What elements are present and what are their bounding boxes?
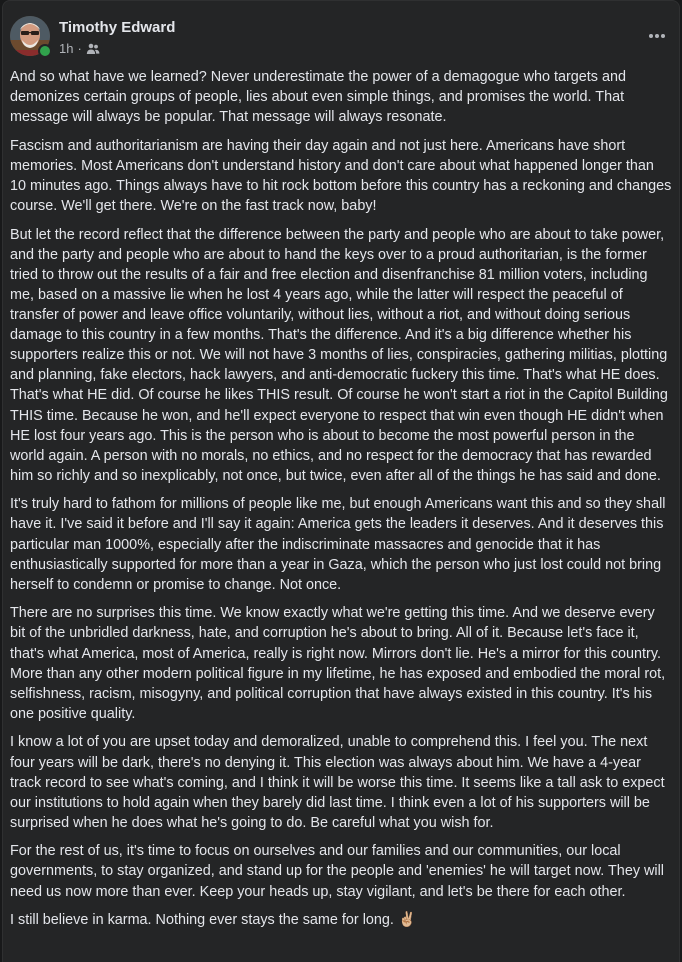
post-paragraph: It's truly hard to fathom for millions of people like me, but enough Americans want this and so they shall have it. I've said it before and I'll say it again: America gets the leaders it deserves. And it deserves this particular man 1000%, especially after the indiscriminate massacres and genocide that it has enthusiastically supported for more than a year in Gaza, which the person who just lost could not bring herself to condemn or promise to change. Not once. bbox=[10, 496, 666, 593]
post-header bbox=[3, 1, 679, 67]
post-paragraph: And so what have we learned? Never underestimate the power of a demagogue who targets and demonizes certain groups of people, lies about even simple things, and promises the world. That message will always be popular. That message will always resonate. bbox=[10, 69, 626, 126]
post-paragraph: Fascism and authoritarianism are having their day again and not just here. Americans have short memories. Most Americans don't understand history and don't care about what happened longer than 10 minutes ago. Things always have to hit rock bottom before this country has a reckoning and changes course. We'll get there. We're on the fast track now, baby! bbox=[10, 137, 672, 215]
more-options-button[interactable] bbox=[641, 21, 673, 51]
friends-icon[interactable] bbox=[86, 43, 100, 55]
post-meta bbox=[59, 41, 100, 56]
post-paragraph-last bbox=[10, 910, 672, 930]
author-name[interactable]: Timothy Edward bbox=[59, 19, 176, 36]
victory-hand-emoji: ✌🏼 bbox=[397, 912, 416, 929]
post-paragraph: But let the record reflect that the difference between the party and people who are about to take power, and the party and people who are about to hand the keys over to a proud authoritarian, is the former tried to throw out the results of a fair and free election and disenfranchise 81 million voters, including me, based on a massive lie when he lost 4 years ago, while the latter will respect the peaceful of transfer of power and leave office voluntarily, without lies, without a riot, and without doing serious damage to this country in a few months. That's the difference. And it's a big difference whether his supporters realize this or not. We will not have 3 months of lies, conspiracies, gathering militias, plotting and planning, fake electors, hack lawyers, and anti-democratic fuckery this time. That's what HE does. That's what HE did. Of course he likes THIS result. Of course he won't start a riot in the Capitol Building THIS time. Because he won, and he'll expect everyone to respect that win even though HE didn't when HE lost four years ago. This is the person who is about to become the most powerful person in the world again. A person with no morals, no ethics, and no respect for the democracy that has rewarded him so richly and so inexplicably, not once, but twice, even after all of the things he has said and done. bbox=[10, 226, 668, 484]
more-horizontal-icon bbox=[648, 33, 666, 39]
post-paragraph-text: I still believe in karma. Nothing ever stays the same for long. bbox=[10, 912, 394, 929]
meta-separator: · bbox=[77, 41, 82, 56]
post-paragraph: I know a lot of you are upset today and demoralized, unable to comprehend this. I feel you. The next four years will be dark, there's no denying it. This election was always about him. We have a 4-year track record to see what's coming, and I think it will be worse this time. It seems like a tall ask to expect our institutions to hold again when they barely did last time. I think even a lot of his supporters will be surprised when he does what he's going to do. Be careful what you wish for. bbox=[10, 734, 665, 831]
post-paragraph: There are no surprises this time. We know exactly what we're getting this time. And we deserve every bit of the unbridled darkness, hate, and corruption he's about to bring. All of it. Because let's face it, that's what America, most of America, really is right now. Mirrors don't lie. He's a mirror for this country. More than any other modern political figure in my lifetime, he has exposed and embodied the moral rot, selfishness, racism, misogyny, and political corruption that have always existed in this country. It's his one positive quality. bbox=[10, 605, 666, 722]
post-paragraph: For the rest of us, it's time to focus on ourselves and our families and our communities, our local governments, to stay organized, and stand up for the people and 'enemies' he will target now. They will need us now more than ever. Keep your heads up, stay vigilant, and let's be there for each other. bbox=[10, 843, 664, 900]
post-card bbox=[2, 0, 680, 962]
post-timestamp[interactable]: 1h bbox=[59, 41, 74, 56]
post-body bbox=[3, 67, 679, 930]
online-status-dot bbox=[38, 44, 52, 58]
